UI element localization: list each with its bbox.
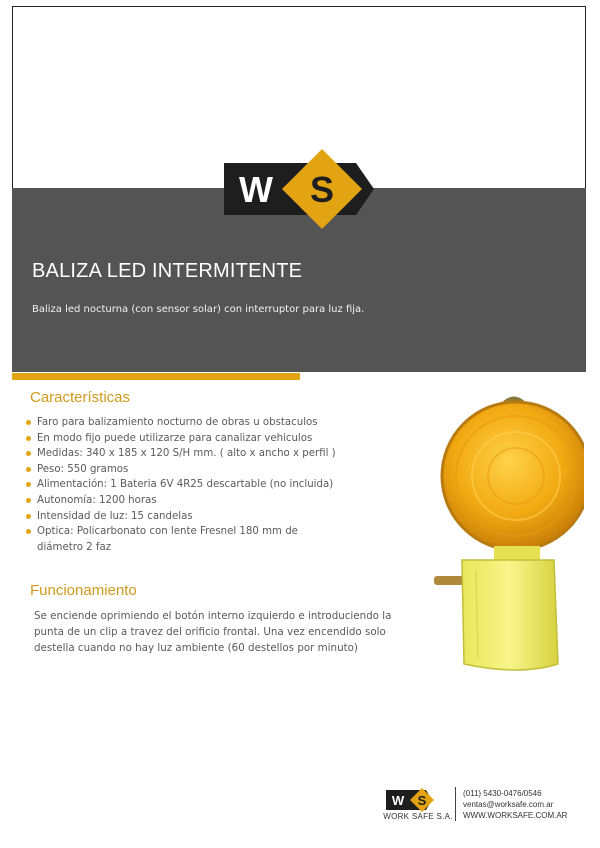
page-subtitle: Baliza led nocturna (con sensor solar) con interruptor para luz fija. bbox=[32, 304, 365, 315]
footer-logo-letter-s: S bbox=[417, 793, 427, 808]
list-item: En modo fijo puede utilizarze para canalizar vehiculos bbox=[26, 431, 356, 447]
features-list bbox=[26, 415, 356, 555]
list-item: Optica: Policarbonato con lente Fresnel 180 mm de diámetro 2 faz bbox=[26, 524, 337, 555]
list-item: Alimentación: 1 Bateria 6V 4R25 descartable (no incluida) bbox=[26, 477, 356, 493]
footer-email[interactable]: ventas@worksafe.com.ar bbox=[463, 800, 554, 809]
page-title: BALIZA LED INTERMITENTE bbox=[32, 260, 303, 282]
bullet-icon bbox=[26, 498, 31, 503]
accent-bar bbox=[12, 373, 300, 380]
list-item: Autonomía: 1200 horas bbox=[26, 493, 356, 509]
ws-logo-icon bbox=[222, 146, 378, 232]
logo-letter-w: W bbox=[239, 169, 273, 210]
logo-letter-s: S bbox=[309, 169, 335, 210]
amber-warning-beacon-icon bbox=[424, 390, 584, 680]
bullet-icon bbox=[26, 467, 31, 472]
operation-text: Se enciende oprimiendo el botón interno izquierdo e introduciendo la punta de un clip a travez del orificio frontal. Una vez encendido solo destella cuando no hay luz ambiente (60 destellos por minuto) bbox=[34, 610, 392, 654]
bullet-icon bbox=[26, 420, 31, 425]
footer-logo-letter-w: W bbox=[391, 793, 405, 808]
bullet-icon bbox=[26, 514, 31, 519]
bullet-icon bbox=[26, 436, 31, 441]
list-item: Intensidad de luz: 15 candelas bbox=[26, 509, 356, 525]
footer-website[interactable]: WWW.WORKSAFE.COM.AR bbox=[463, 811, 568, 820]
footer-phone: (011) 5430-0476/0546 bbox=[463, 789, 542, 798]
footer-contact bbox=[463, 788, 567, 821]
list-item: Medidas: 340 x 185 x 120 S/H mm. ( alto x ancho x perfil ) bbox=[26, 446, 356, 462]
bullet-icon bbox=[26, 529, 31, 534]
list-item: Peso: 550 gramos bbox=[26, 462, 356, 478]
bullet-icon bbox=[26, 451, 31, 456]
list-item: Faro para balizamiento nocturno de obras u obstaculos bbox=[26, 415, 356, 431]
footer-divider bbox=[455, 787, 456, 821]
operation-heading: Funcionamiento bbox=[30, 582, 137, 599]
footer-company-name: WORK SAFE S.A. bbox=[383, 812, 453, 821]
bullet-icon bbox=[26, 482, 31, 487]
features-heading: Características bbox=[30, 389, 131, 406]
